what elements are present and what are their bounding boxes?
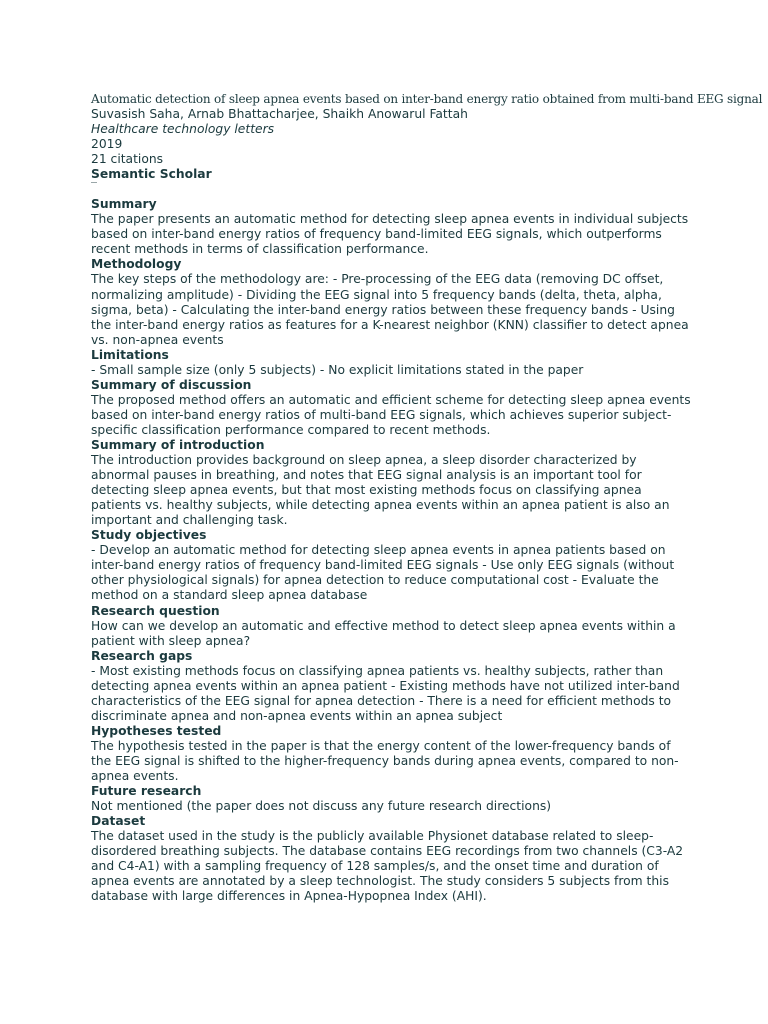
section-text: - Small sample size (only 5 subjects) - No explicit limitations stated in the paper	[91, 362, 584, 377]
section-heading: Future research	[91, 784, 202, 799]
section-study-objectives	[91, 528, 691, 603]
section-research-gaps	[91, 649, 691, 724]
paper-authors: Suvasish Saha, Arnab Bhattacharjee, Shaikh Anowarul Fattah	[91, 107, 468, 121]
section-heading: Limitations	[91, 347, 169, 362]
section-text: - Most existing methods focus on classifying apnea patients vs. healthy subjects, rather than detecting apnea events within an apnea patient - Existing methods have not utilized inter-band characteristics of the EEG signal for apnea detection - There is a need for efficient methods to discriminate apnea and non-apnea events within an apnea subject	[91, 663, 680, 723]
section-heading: Summary of discussion	[91, 377, 252, 392]
section-methodology	[91, 257, 691, 347]
section-text: The paper presents an automatic method for detecting sleep apnea events in individual subjects based on inter-band energy ratios of frequency band-limited EEG signals, which outperforms recent methods in terms of classification performance.	[91, 212, 689, 257]
section-heading: Hypotheses tested	[91, 723, 222, 738]
section-summary-of-introduction	[91, 438, 691, 528]
section-text: How can we develop an automatic and effective method to detect sleep apnea events within a patient with sleep apnea?	[91, 618, 676, 648]
source-underline-mark	[91, 182, 97, 183]
paper-title: Automatic detection of sleep apnea events based on inter-band energy ratio obtained from multi-band EEG signal	[91, 92, 763, 106]
section-future-research	[91, 784, 691, 814]
section-text: The dataset used in the study is the publicly available Physionet database related to sleep-disordered breathing subjects. The database contains EEG recordings from two channels (C3-A2 and C4-A1) with a sampling frequency of 128 samples/s, and the onset time and duration of apnea events are annotated by a sleep technologist. The study considers 5 subjects from this database with large differences in Apnea-Hypopnea Index (AHI).	[91, 829, 684, 904]
section-summary-of-discussion	[91, 378, 691, 438]
section-heading: Study objectives	[91, 528, 207, 543]
section-text: The hypothesis tested in the paper is that the energy content of the lower-frequency bands of the EEG signal is shifted to the higher-frequency bands during apnea events, compared to non-apnea events.	[91, 738, 679, 784]
section-heading: Dataset	[91, 814, 146, 829]
section-text: The introduction provides background on sleep apnea, a sleep disorder characterized by abnormal pauses in breathing, and notes that EEG signal analysis is an important tool for detecting sleep apnea events, but that most existing methods focus on classifying apnea patients vs. healthy subjects, while detecting apnea events within an apnea patient is also an important and challenging task.	[91, 453, 670, 528]
section-text: Not mentioned (the paper does not discuss any future research directions)	[91, 799, 552, 814]
section-heading: Summary	[91, 197, 157, 212]
section-hypotheses-tested	[91, 724, 691, 784]
section-heading: Research gaps	[91, 648, 193, 663]
paper-year: 2019	[91, 137, 123, 152]
section-heading: Methodology	[91, 257, 182, 272]
document-content	[91, 92, 763, 904]
source-block	[91, 167, 691, 182]
section-text: - Develop an automatic method for detecting sleep apnea events in apnea patients based on inter-band energy ratios of frequency band-limited EEG signals - Use only EEG signals (without other physiological signals) for apnea detection to reduce computational cost - Evaluate the method on a standard sleep apnea database	[91, 543, 675, 603]
paper-journal: Healthcare technology letters	[91, 122, 275, 137]
section-text: The key steps of the methodology are: - Pre-processing of the EEG data (removing DC offset, normalizing amplitude) - Dividing the EEG signal into 5 frequency bands (delta, theta, alpha, sigma, beta) - Calculating the inter-band energy ratios between these frequency bands - Using the inter-band energy ratios as features for a K-nearest neighbor (KNN) classifier to detect apnea vs. non-apnea events	[91, 272, 689, 347]
section-heading: Research question	[91, 603, 220, 618]
section-summary	[91, 197, 691, 257]
paper-citations: 21 citations	[91, 152, 164, 167]
section-research-question	[91, 604, 691, 649]
section-dataset	[91, 814, 691, 904]
section-text: The proposed method offers an automatic and efficient scheme for detecting sleep apnea events based on inter-band energy ratios of multi-band EEG signals, which achieves superior subject-specific classification performance compared to recent methods.	[91, 392, 691, 437]
section-heading: Summary of introduction	[91, 437, 265, 452]
paper-source[interactable]: Semantic Scholar	[91, 167, 212, 182]
section-limitations	[91, 348, 691, 378]
summary-sections	[91, 197, 691, 904]
